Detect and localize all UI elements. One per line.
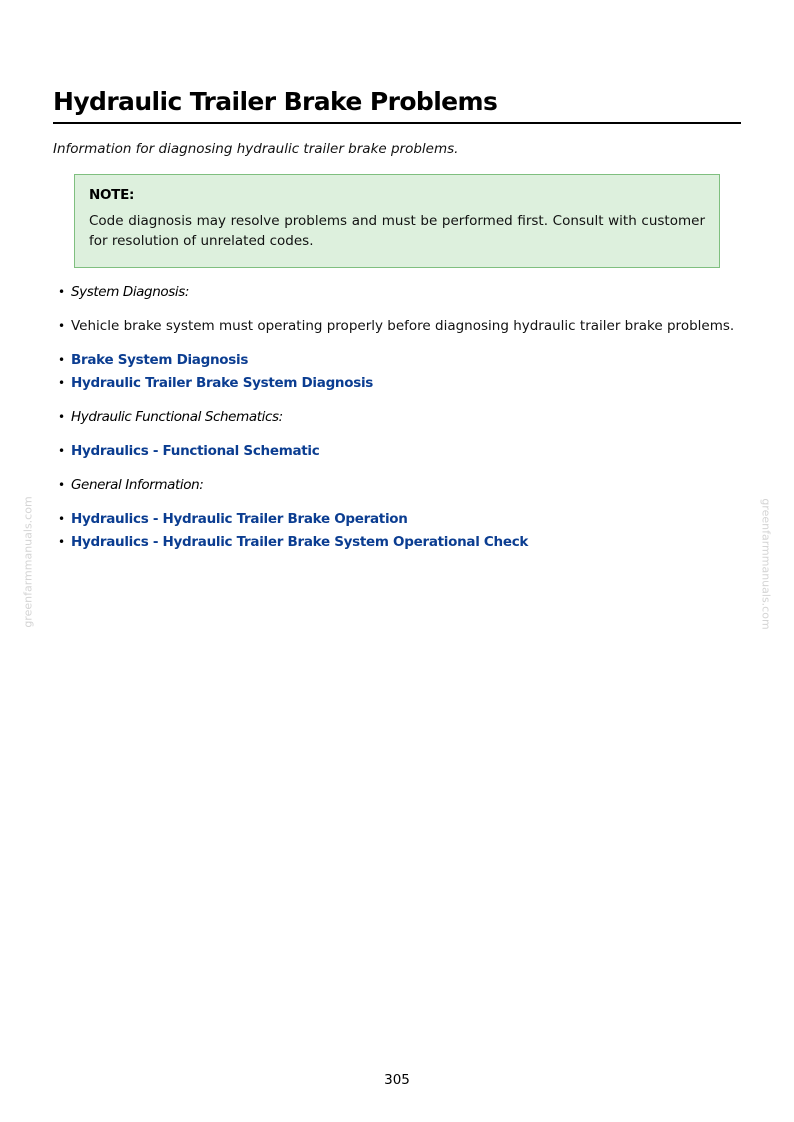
brake-system-diagnosis-link[interactable]: Brake System Diagnosis [71, 352, 249, 368]
note-box [74, 174, 720, 268]
list-item-hydraulic-schematics [58, 406, 748, 429]
bullet-icon: • [58, 512, 66, 526]
list-item-link [58, 440, 748, 463]
bullet-icon: • [58, 535, 66, 549]
watermark-right: greenfarmmanuals.com [759, 498, 773, 630]
content-list [58, 281, 748, 554]
body-text: Vehicle brake system must operating properly before diagnosing hydraulic trailer brake problems. [71, 318, 735, 334]
hydraulics-functional-schematic-link[interactable]: Hydraulics - Functional Schematic [71, 443, 320, 459]
list-item-link [58, 349, 748, 372]
page-number: 305 [384, 1072, 410, 1088]
bullet-icon: • [58, 410, 65, 424]
list-item-link [58, 372, 748, 395]
list-item-system-diagnosis [58, 281, 748, 304]
page-title: Hydraulic Trailer Brake Problems [53, 86, 741, 124]
list-item-link [58, 508, 748, 531]
section-label: System Diagnosis: [71, 284, 190, 300]
bullet-icon: • [58, 444, 66, 458]
bullet-icon: • [58, 478, 65, 492]
intro-text: Information for diagnosing hydraulic trailer brake problems. [53, 141, 459, 157]
note-heading: NOTE: [89, 187, 135, 203]
section-label: General Information: [71, 477, 204, 493]
bullet-icon: • [58, 376, 66, 390]
bullet-icon: • [58, 285, 65, 299]
list-item-text [58, 315, 748, 338]
bullet-icon: • [58, 353, 66, 367]
watermark-left: greenfarmmanuals.com [21, 496, 35, 628]
list-item-general-information [58, 474, 748, 497]
bullet-icon: • [58, 319, 66, 333]
list-item-link [58, 531, 748, 554]
section-label: Hydraulic Functional Schematics: [71, 409, 283, 425]
hydraulic-trailer-brake-operational-check-link[interactable]: Hydraulics - Hydraulic Trailer Brake System Operational Check [71, 534, 529, 550]
hydraulic-trailer-brake-system-diagnosis-link[interactable]: Hydraulic Trailer Brake System Diagnosis [71, 375, 374, 391]
note-text: Code diagnosis may resolve problems and must be performed first. Consult with customer for resolution of unrelated codes. [89, 213, 705, 249]
hydraulic-trailer-brake-operation-link[interactable]: Hydraulics - Hydraulic Trailer Brake Operation [71, 511, 408, 527]
